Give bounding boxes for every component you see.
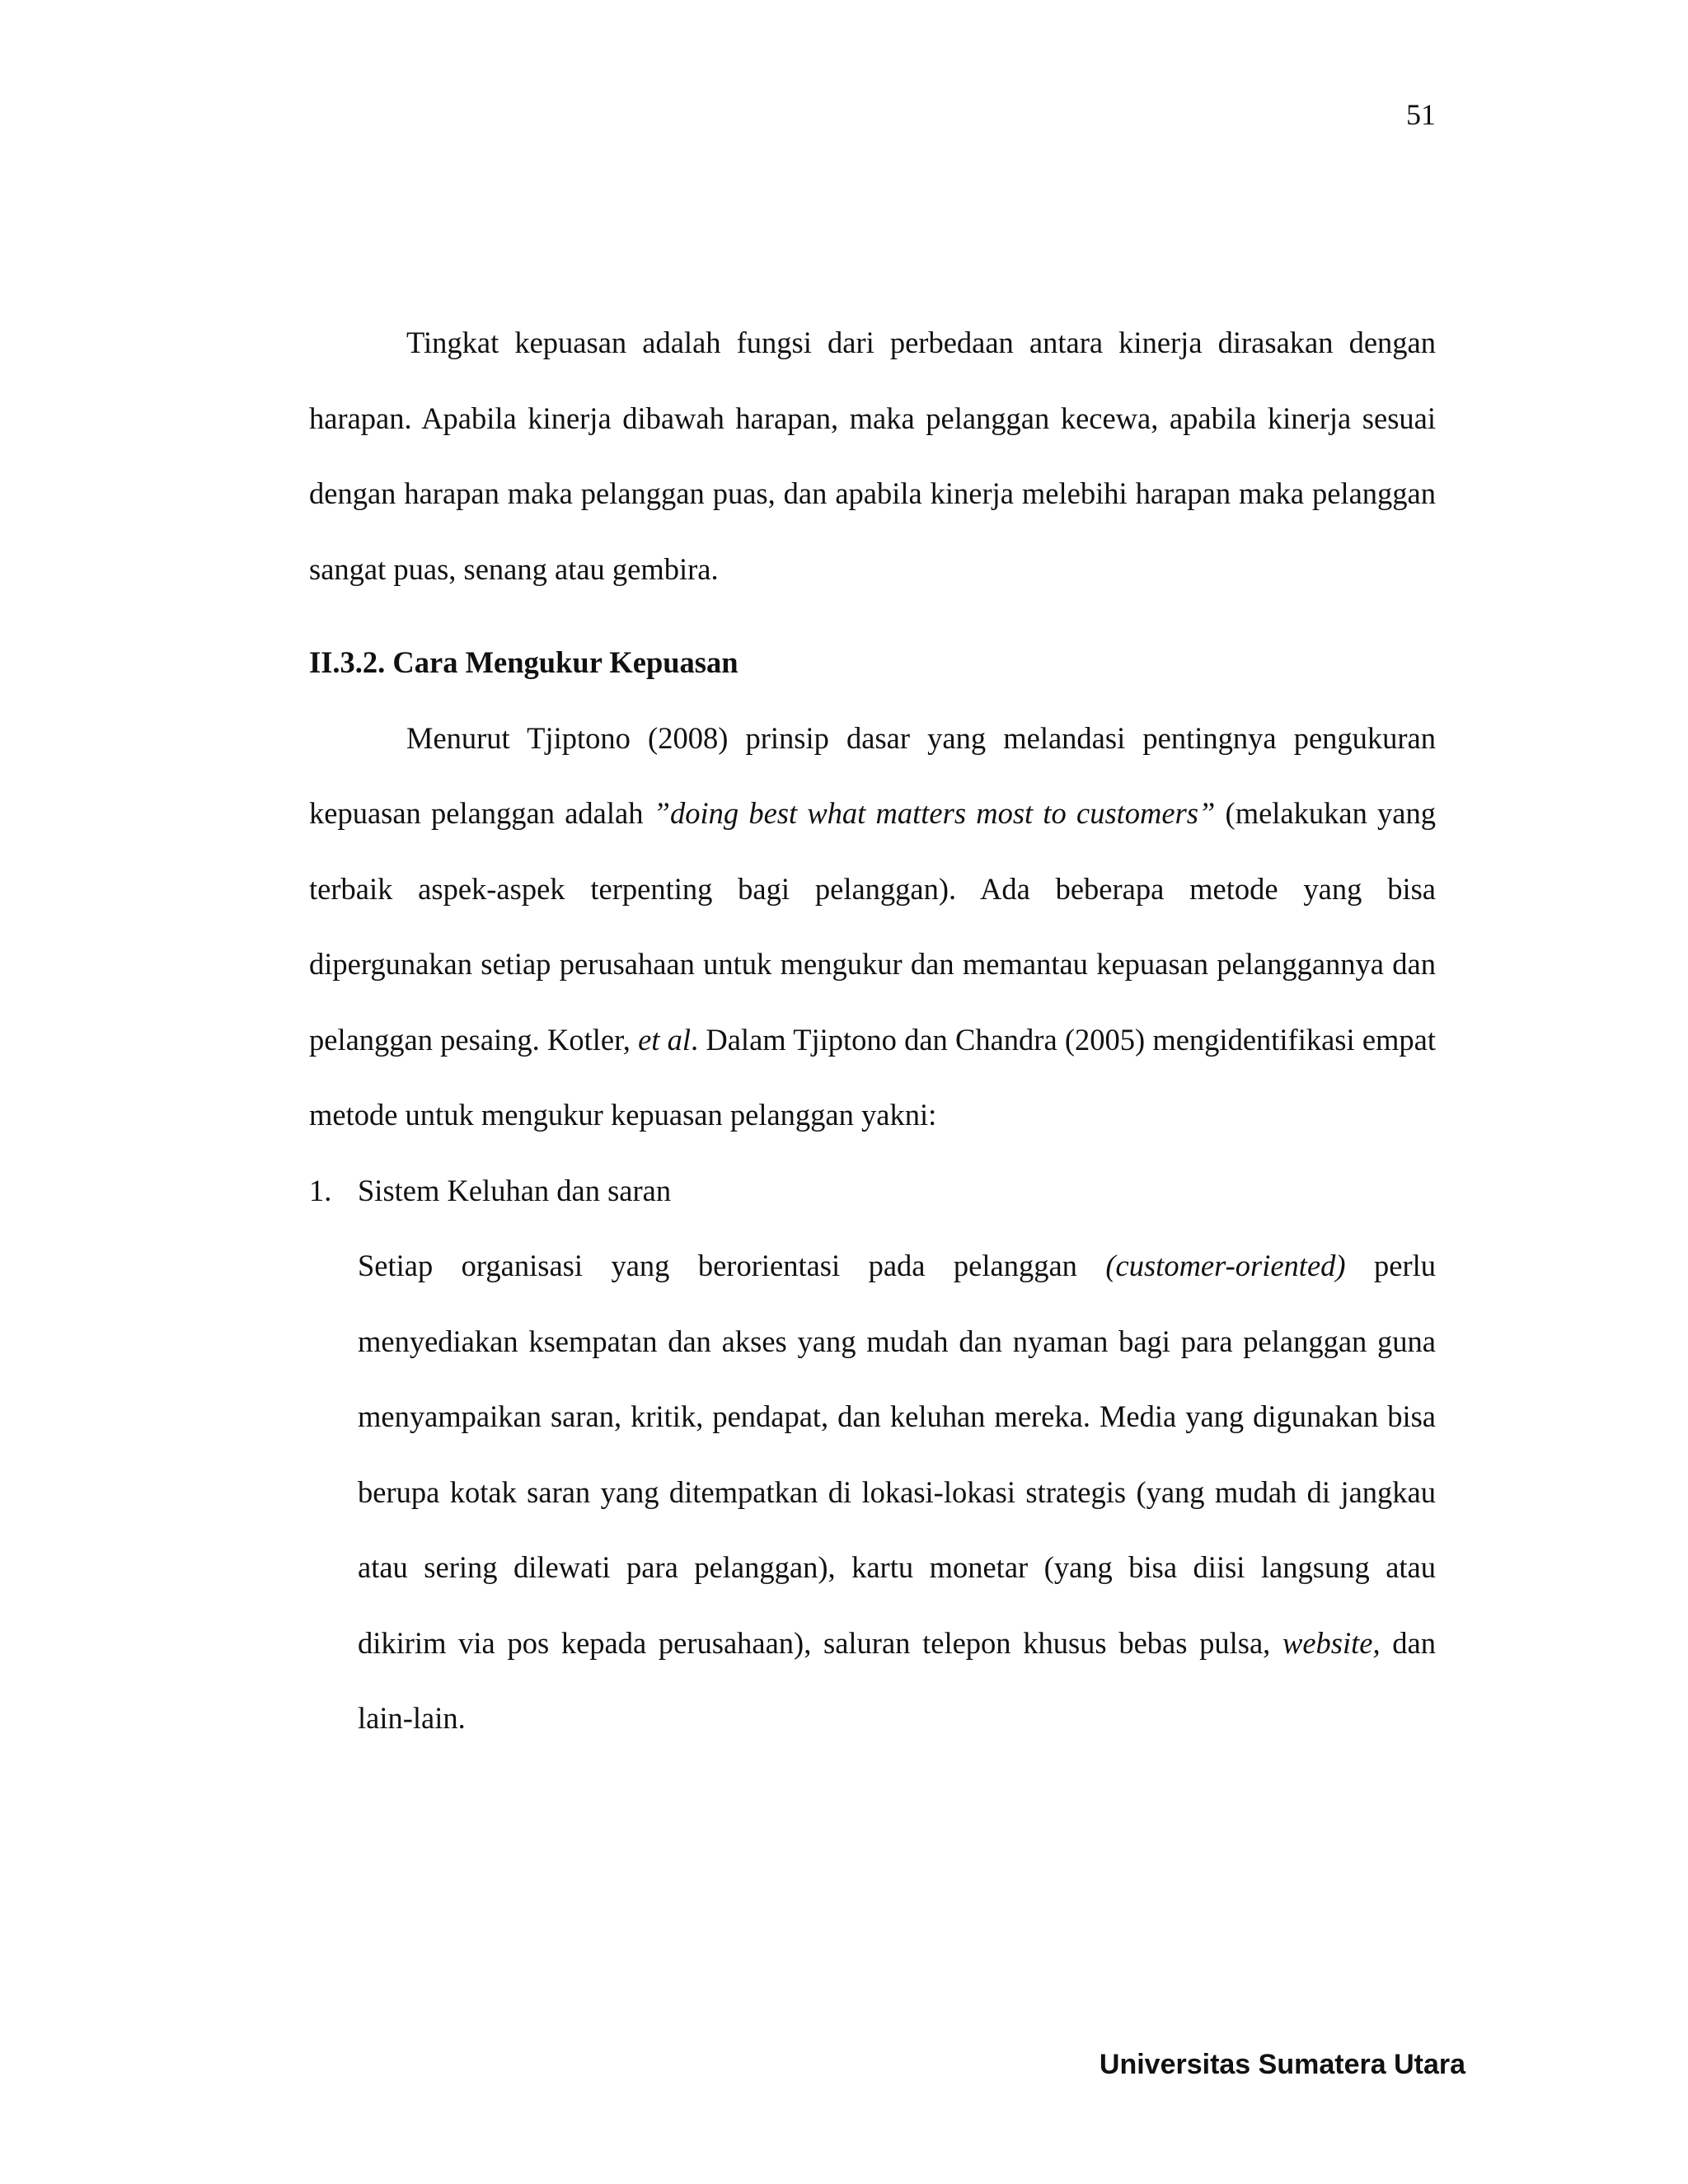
website-italic: website,	[1282, 1625, 1381, 1660]
et-al-italic: et al	[638, 1022, 692, 1057]
list-body-text: Setiap organisasi yang berorientasi pada pelanggan	[358, 1249, 1106, 1282]
list-item-body	[358, 1228, 1436, 1756]
paragraph-text: . Dalam Tjiptono dan Chandra (2005) mengidentifikasi empat metode untuk mengukur kepuasan pelanggan yakni:	[309, 1022, 1437, 1132]
paragraph-satisfaction-definition: Tingkat kepuasan adalah fungsi dari perbedaan antara kinerja dirasakan dengan harapan. Apabila kinerja dibawah harapan, maka pelanggan kecewa, apabila kinerja sesuai dengan harapan maka pelanggan puas, dan apabila kinerja melebihi harapan maka pelanggan sangat puas, senang atau gembira.	[309, 326, 1436, 586]
paragraph-measurement-methods	[309, 701, 1436, 1153]
methods-list	[309, 1153, 1436, 1756]
section-heading: II.3.2. Cara Mengukur Kepuasan	[309, 645, 738, 679]
quote-italic: ”doing best what matters most to customers”	[653, 796, 1216, 830]
list-body-text: perlu menyediakan ksempatan dan akses yang mudah dan nyaman bagi para pelanggan guna menyampaikan saran, kritik, pendapat, dan keluhan mereka. Media yang digunakan bisa berupa kotak saran yang ditempatkan di lokasi-lokasi strategis (yang mudah di jangkau atau sering dilewati para pelanggan), kartu monetar (yang bisa diisi langsung atau dikirim via pos kepada perusahaan), saluran telepon khusus bebas pulsa,	[358, 1249, 1437, 1660]
list-item	[309, 1153, 1436, 1756]
customer-oriented-italic: (customer-oriented)	[1105, 1249, 1346, 1282]
list-item-title: Sistem Keluhan dan saran	[358, 1173, 672, 1207]
footer-university: Universitas Sumatera Utara	[1099, 2049, 1465, 2080]
list-item-number: 1.	[309, 1173, 332, 1207]
list-body-text: dan lain-lain.	[358, 1625, 1437, 1735]
paragraph-text: (melakukan yang terbaik aspek-aspek terpenting bagi pelanggan). Ada beberapa metode yang bisa dipergunakan setiap perusahaan untuk mengukur dan memantau kepuasan pelanggannya dan pelanggan pesaing. Kotler,	[309, 796, 1436, 1057]
page-number: 51	[1406, 98, 1436, 131]
paragraph-text: Menurut Tjiptono (2008) prinsip dasar yang melandasi pentingnya pengukuran kepuasan pelanggan adalah	[309, 720, 1436, 830]
document-body	[309, 305, 1436, 1756]
